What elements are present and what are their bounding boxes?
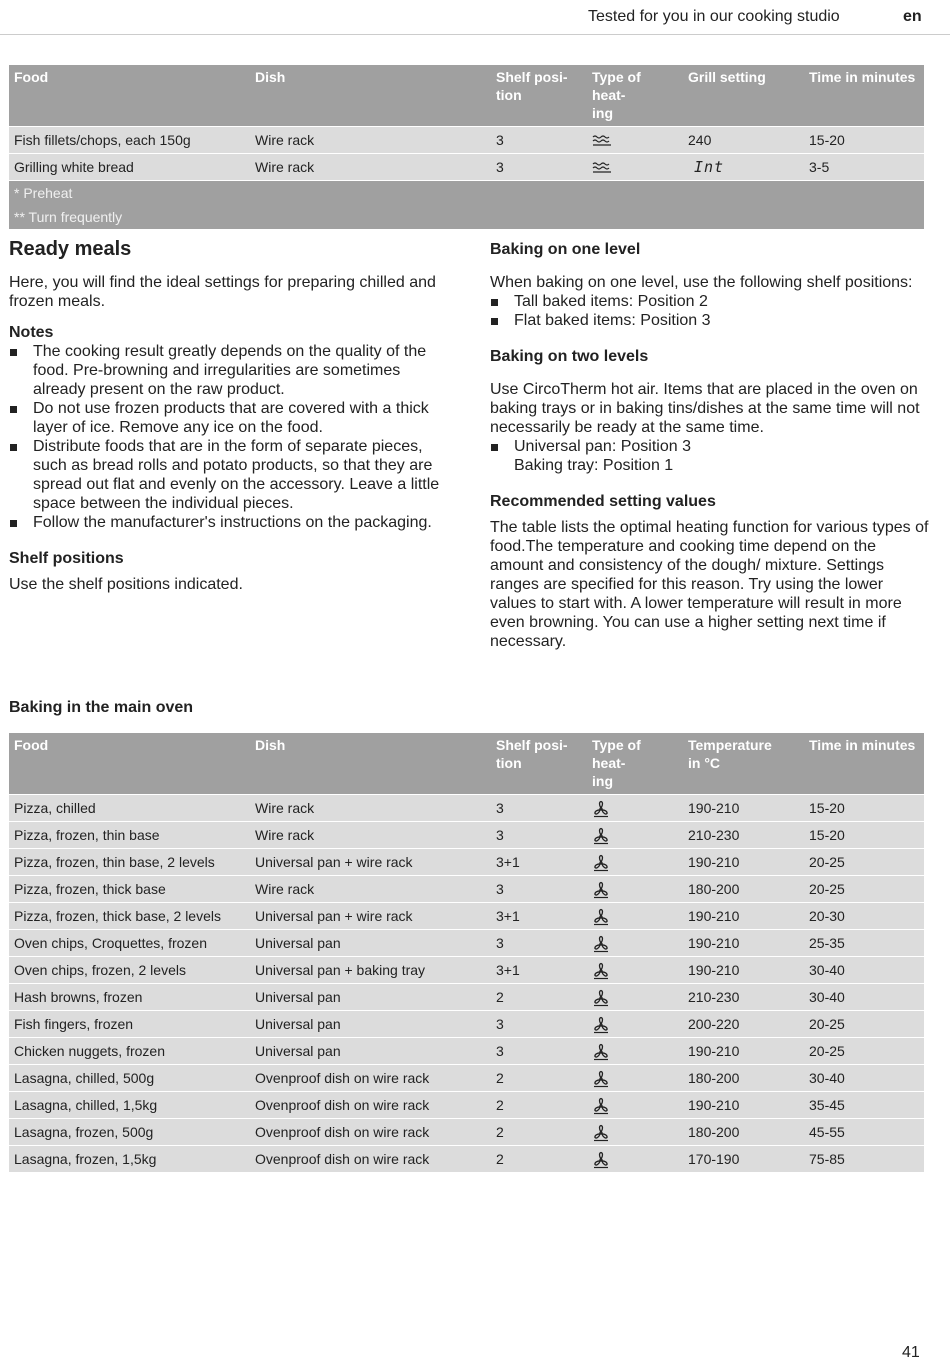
header-divider [0, 34, 950, 35]
fan-icon [592, 854, 610, 872]
cell-food: Fish fingers, frozen [9, 1011, 250, 1038]
fan-icon [592, 962, 610, 980]
cell-shelf: 3+1 [491, 849, 587, 876]
col-temperature: Temperature in °C [683, 733, 804, 795]
col-food: Food [9, 733, 250, 795]
table-row [9, 154, 924, 181]
table-notes-row [9, 181, 924, 230]
cell-grill-setting: 240 [683, 127, 804, 154]
cell-food: Pizza, frozen, thick base, 2 levels [9, 903, 250, 930]
cell-shelf: 3 [491, 1011, 587, 1038]
cell-temperature: 190-210 [683, 849, 804, 876]
cell-food: Hash browns, frozen [9, 984, 250, 1011]
table-row [9, 930, 924, 957]
cell-dish: Wire rack [250, 154, 491, 181]
cell-shelf: 3 [491, 930, 587, 957]
two-levels-item-1: Universal pan: Position 3 [514, 438, 691, 455]
cell-dish: Wire rack [250, 876, 491, 903]
cell-shelf: 3+1 [491, 903, 587, 930]
list-item [490, 437, 930, 475]
list-item: The cooking result greatly depends on the quality of the food. Pre-browning and irregularities are sometimes already present on the raw product. [9, 342, 449, 399]
cell-time: 3-5 [804, 154, 924, 181]
table-row [9, 849, 924, 876]
cell-time: 30-40 [804, 957, 924, 984]
cell-dish: Universal pan [250, 1038, 491, 1065]
cell-shelf: 3 [491, 876, 587, 903]
cell-heating [587, 1065, 683, 1092]
page-number: 41 [902, 1344, 920, 1361]
grill-table [9, 65, 924, 229]
list-item: Flat baked items: Position 3 [490, 311, 930, 330]
cell-food: Chicken nuggets, frozen [9, 1038, 250, 1065]
table-row [9, 876, 924, 903]
cell-dish: Universal pan [250, 1011, 491, 1038]
cell-time: 20-30 [804, 903, 924, 930]
fan-icon [592, 989, 610, 1007]
cell-temperature: 180-200 [683, 876, 804, 903]
cell-temperature: 210-230 [683, 984, 804, 1011]
cell-food: Lasagna, frozen, 1,5kg [9, 1146, 250, 1173]
cell-heating [587, 849, 683, 876]
cell-dish: Universal pan + wire rack [250, 903, 491, 930]
shelf-positions-text: Use the shelf positions indicated. [9, 576, 243, 593]
cell-heating [587, 876, 683, 903]
table-row [9, 957, 924, 984]
table-row [9, 795, 924, 822]
col-dish: Dish [250, 733, 491, 795]
cell-temperature: 180-200 [683, 1065, 804, 1092]
cell-food: Oven chips, Croquettes, frozen [9, 930, 250, 957]
col-heating: Type of heat- ing [587, 65, 683, 127]
fan-icon [592, 1016, 610, 1034]
cell-shelf: 2 [491, 1146, 587, 1173]
cell-shelf: 2 [491, 1119, 587, 1146]
cell-time: 75-85 [804, 1146, 924, 1173]
cell-dish: Ovenproof dish on wire rack [250, 1146, 491, 1173]
cell-temperature: 170-190 [683, 1146, 804, 1173]
list-item: Tall baked items: Position 2 [490, 292, 930, 311]
cell-time: 45-55 [804, 1119, 924, 1146]
fan-icon [592, 1151, 610, 1169]
cell-food: Grilling white bread [9, 154, 250, 181]
two-levels-item-2: Baking tray: Position 1 [514, 457, 674, 474]
cell-temperature: 190-210 [683, 1038, 804, 1065]
table-row [9, 1065, 924, 1092]
header-title: Tested for you in our cooking studio [588, 8, 840, 25]
table-row [9, 127, 924, 154]
cell-food: Pizza, frozen, thin base, 2 levels [9, 849, 250, 876]
cell-heating [587, 930, 683, 957]
note-preheat: * Preheat [14, 185, 73, 201]
cell-shelf: 3 [491, 127, 587, 154]
cell-food: Oven chips, frozen, 2 levels [9, 957, 250, 984]
cell-dish: Wire rack [250, 795, 491, 822]
cell-dish: Wire rack [250, 127, 491, 154]
cell-food: Pizza, frozen, thick base [9, 876, 250, 903]
table-header-row [9, 65, 924, 127]
cell-heating [587, 1011, 683, 1038]
grill-icon [592, 162, 612, 174]
col-shelf: Shelf posi- tion [491, 65, 587, 127]
cell-heating [587, 1038, 683, 1065]
cell-food: Pizza, frozen, thin base [9, 822, 250, 849]
table-row [9, 903, 924, 930]
cell-time: 20-25 [804, 1038, 924, 1065]
one-level-text: When baking on one level, use the following shelf positions: [490, 274, 913, 291]
fan-icon [592, 1124, 610, 1142]
fan-icon [592, 1043, 610, 1061]
cell-shelf: 3 [491, 154, 587, 181]
list-item: Do not use frozen products that are covered with a thick layer of ice. Remove any ice on the food. [9, 399, 449, 437]
main-oven-heading: Baking in the main oven [9, 699, 194, 716]
left-column [9, 273, 449, 594]
list-item: Follow the manufacturer's instructions on the packaging. [9, 513, 449, 532]
notes-list [9, 342, 449, 532]
one-level-list [490, 292, 930, 330]
table-row [9, 1011, 924, 1038]
cell-heating [587, 957, 683, 984]
fan-icon [592, 935, 610, 953]
one-level-heading: Baking on one level [490, 241, 641, 258]
shelf-positions-heading: Shelf positions [9, 550, 124, 567]
col-time: Time in minutes [804, 733, 924, 795]
cell-shelf: 3 [491, 1038, 587, 1065]
cell-food: Pizza, chilled [9, 795, 250, 822]
cell-heating [587, 795, 683, 822]
fan-icon [592, 1097, 610, 1115]
right-column [490, 240, 930, 651]
table-row [9, 984, 924, 1011]
cell-shelf: 2 [491, 984, 587, 1011]
cell-time: 15-20 [804, 822, 924, 849]
main-oven-body [9, 795, 924, 1173]
col-dish: Dish [250, 65, 491, 127]
cell-shelf: 2 [491, 1092, 587, 1119]
cell-time: 15-20 [804, 795, 924, 822]
col-shelf: Shelf posi- tion [491, 733, 587, 795]
cell-temperature: 190-210 [683, 903, 804, 930]
cell-shelf: 3 [491, 822, 587, 849]
cell-dish: Ovenproof dish on wire rack [250, 1065, 491, 1092]
two-levels-list [490, 437, 930, 475]
cell-shelf: 3+1 [491, 957, 587, 984]
fan-icon [592, 1070, 610, 1088]
table-row [9, 1146, 924, 1173]
cell-temperature: 190-210 [683, 957, 804, 984]
table-notes [9, 181, 924, 230]
cell-food: Lasagna, chilled, 1,5kg [9, 1092, 250, 1119]
cell-heating [587, 822, 683, 849]
cell-time: 25-35 [804, 930, 924, 957]
col-food: Food [9, 65, 250, 127]
note-turn: ** Turn frequently [14, 209, 123, 225]
list-item: Distribute foods that are in the form of separate pieces, such as bread rolls and potato products, so that they are spread out flat and evenly on the accessory. Leave a little space between the individual pieces. [9, 437, 449, 513]
cell-food: Lasagna, chilled, 500g [9, 1065, 250, 1092]
cell-time: 15-20 [804, 127, 924, 154]
fan-icon [592, 827, 610, 845]
cell-dish: Universal pan + wire rack [250, 849, 491, 876]
cell-heating [587, 984, 683, 1011]
two-levels-text: Use CircoTherm hot air. Items that are placed in the oven on baking trays or in baking tins/dishes at the same time will not necessarily be ready at the same time. [490, 381, 920, 436]
cell-dish: Universal pan [250, 930, 491, 957]
grill-icon [592, 135, 612, 147]
cell-time: 20-25 [804, 849, 924, 876]
cell-heating [587, 1146, 683, 1173]
table-header-row [9, 733, 924, 795]
table-row [9, 822, 924, 849]
table-row [9, 1119, 924, 1146]
table-row [9, 1038, 924, 1065]
cell-time: 20-25 [804, 876, 924, 903]
table-row [9, 1092, 924, 1119]
cell-dish: Ovenproof dish on wire rack [250, 1119, 491, 1146]
cell-heating [587, 154, 683, 181]
notes-heading: Notes [9, 324, 54, 341]
cell-shelf: 2 [491, 1065, 587, 1092]
cell-dish: Ovenproof dish on wire rack [250, 1092, 491, 1119]
cell-time: 35-45 [804, 1092, 924, 1119]
cell-temperature: 210-230 [683, 822, 804, 849]
cell-temperature: 190-210 [683, 930, 804, 957]
cell-dish: Universal pan [250, 984, 491, 1011]
cell-dish: Wire rack [250, 822, 491, 849]
language-code: en [903, 8, 922, 25]
col-heating: Type of heat- ing [587, 733, 683, 795]
recommended-text: The table lists the optimal heating function for various types of food.The temperature and cooking time depend on the amount and consistency of the dough/ mixture. Settings ranges are specified for this reason. Try using the lower values to start with. A lower temperature will result in more even browning. You can use a higher setting next time if necessary. [490, 519, 929, 650]
two-levels-heading: Baking on two levels [490, 348, 649, 365]
fan-icon [592, 881, 610, 899]
recommended-heading: Recommended setting values [490, 493, 716, 510]
cell-heating [587, 127, 683, 154]
cell-heating [587, 1092, 683, 1119]
cell-food: Fish fillets/chops, each 150g [9, 127, 250, 154]
cell-time: 30-40 [804, 984, 924, 1011]
cell-temperature: 200-220 [683, 1011, 804, 1038]
fan-icon [592, 800, 610, 818]
col-time: Time in minutes [804, 65, 924, 127]
ready-meals-intro: Here, you will find the ideal settings for preparing chilled and frozen meals. [9, 274, 436, 310]
cell-heating [587, 1119, 683, 1146]
cell-shelf: 3 [491, 795, 587, 822]
cell-temperature: 180-200 [683, 1119, 804, 1146]
fan-icon [592, 908, 610, 926]
cell-grill-setting [683, 154, 804, 181]
cell-temperature: 190-210 [683, 1092, 804, 1119]
cell-time: 20-25 [804, 1011, 924, 1038]
cell-food: Lasagna, frozen, 500g [9, 1119, 250, 1146]
main-oven-table [9, 733, 924, 1172]
cell-temperature: 190-210 [683, 795, 804, 822]
grill-setting-int: Int [694, 158, 725, 176]
ready-meals-heading: Ready meals [9, 238, 132, 260]
cell-dish: Universal pan + baking tray [250, 957, 491, 984]
cell-heating [587, 903, 683, 930]
col-grill-setting: Grill setting [683, 65, 804, 127]
cell-time: 30-40 [804, 1065, 924, 1092]
